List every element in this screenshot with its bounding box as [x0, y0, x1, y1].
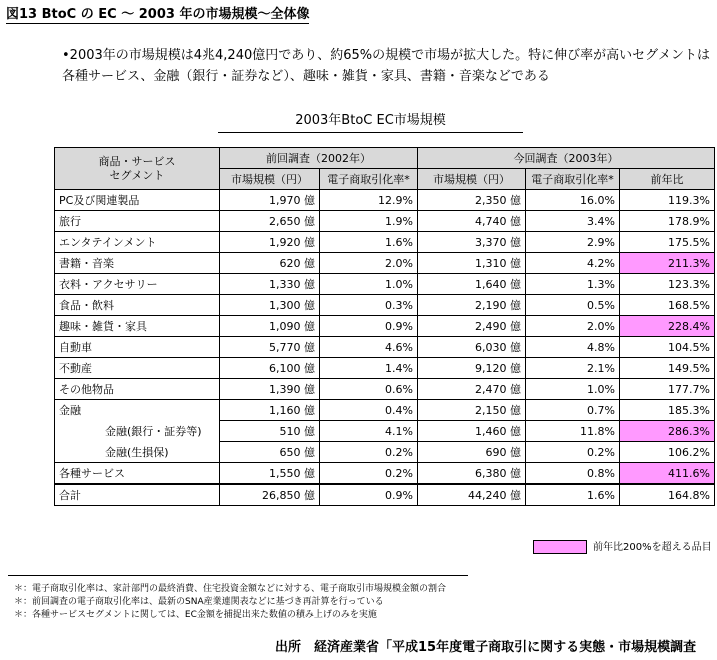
prev-market-cell: 1,390 億 [220, 379, 320, 400]
note-1: ＊：電子商取引化率は、家計部門の最終消費、住宅投資金額などに対する、電子商取引市場規模金額の割合 [14, 584, 447, 594]
curr-market-cell: 6,380 億 [418, 463, 526, 485]
curr-rate-cell: 11.8% [526, 421, 620, 442]
curr-rate-cell: 0.2% [526, 442, 620, 463]
curr-market-cell: 6,030 億 [418, 337, 526, 358]
segment-cell: 不動産 [55, 358, 220, 379]
table-row [55, 463, 715, 485]
prev-rate-cell: 0.2% [320, 463, 418, 485]
segment-cell: 金融 [55, 400, 220, 421]
curr-market-cell: 3,370 億 [418, 232, 526, 253]
curr-rate-cell: 0.7% [526, 400, 620, 421]
header-market-prev: 市場規模（円） [220, 169, 320, 190]
curr-market-cell: 1,460 億 [418, 421, 526, 442]
yoy-cell: 177.7% [620, 379, 715, 400]
segment-cell: 書籍・音楽 [55, 253, 220, 274]
curr-market-cell: 1,310 億 [418, 253, 526, 274]
prev-rate-cell: 1.0% [320, 274, 418, 295]
table-row [55, 274, 715, 295]
prev-market-cell: 5,770 億 [220, 337, 320, 358]
curr-market-cell: 2,350 億 [418, 190, 526, 211]
yoy-cell: 164.8% [620, 484, 715, 506]
yoy-cell: 119.3% [620, 190, 715, 211]
table-row [55, 316, 715, 337]
curr-rate-cell: 4.2% [526, 253, 620, 274]
note-3: ＊：各種サービスセグメントに関しては、EC金額を捕捉出来た数値の積み上げのみを実施 [14, 610, 377, 620]
curr-rate-cell: 2.1% [526, 358, 620, 379]
segment-cell: 各種サービス [55, 463, 220, 485]
yoy-cell: 106.2% [620, 442, 715, 463]
table-row [55, 484, 715, 506]
curr-rate-cell: 0.5% [526, 295, 620, 316]
table-row [55, 295, 715, 316]
prev-market-cell: 1,090 億 [220, 316, 320, 337]
prev-rate-cell: 0.2% [320, 442, 418, 463]
prev-rate-cell: 12.9% [320, 190, 418, 211]
segment-cell: PC及び関連製品 [55, 190, 220, 211]
segment-cell: 合計 [55, 484, 220, 506]
curr-market-cell: 2,150 億 [418, 400, 526, 421]
curr-market-cell: 44,240 億 [418, 484, 526, 506]
yoy-cell: 228.4% [620, 316, 715, 337]
segment-cell: エンタテインメント [55, 232, 220, 253]
prev-rate-cell: 1.6% [320, 232, 418, 253]
table-title: 2003年BtoC EC市場規模 [218, 109, 523, 133]
table-row [55, 190, 715, 211]
yoy-cell: 185.3% [620, 400, 715, 421]
source-citation: 出所 経済産業省「平成15年度電子商取引に関する実態・市場規模調査 [275, 640, 697, 655]
table-row [55, 400, 715, 421]
curr-market-cell: 2,470 億 [418, 379, 526, 400]
notes-divider [8, 575, 468, 576]
table-row [55, 337, 715, 358]
market-table [54, 147, 715, 506]
prev-market-cell: 1,330 億 [220, 274, 320, 295]
curr-market-cell: 1,640 億 [418, 274, 526, 295]
curr-rate-cell: 0.8% [526, 463, 620, 485]
segment-cell: 金融(銀行・証券等) [55, 421, 220, 442]
legend-swatch [533, 540, 587, 554]
yoy-cell: 149.5% [620, 358, 715, 379]
segment-cell: 衣料・アクセサリー [55, 274, 220, 295]
curr-market-cell: 9,120 億 [418, 358, 526, 379]
curr-rate-cell: 1.0% [526, 379, 620, 400]
summary-text: •2003年の市場規模は4兆4,240億円であり、約65%の規模で市場が拡大した。特に伸び率が高いセグメントは各種サービス、金融（銀行・証券など）、趣味・雑貨・家具、書籍・音楽などである [62, 48, 711, 84]
prev-market-cell: 1,160 億 [220, 400, 320, 421]
figure-title: 図13 BtoC の EC 〜 2003 年の市場規模〜全体像 [6, 3, 309, 24]
curr-rate-cell: 3.4% [526, 211, 620, 232]
prev-market-cell: 6,100 億 [220, 358, 320, 379]
prev-rate-cell: 0.9% [320, 316, 418, 337]
segment-cell: その他物品 [55, 379, 220, 400]
header-market-curr: 市場規模（円） [418, 169, 526, 190]
prev-market-cell: 650 億 [220, 442, 320, 463]
curr-market-cell: 690 億 [418, 442, 526, 463]
segment-cell: 食品・飲料 [55, 295, 220, 316]
table-row [55, 211, 715, 232]
prev-market-cell: 26,850 億 [220, 484, 320, 506]
yoy-cell: 286.3% [620, 421, 715, 442]
curr-rate-cell: 1.3% [526, 274, 620, 295]
prev-market-cell: 1,920 億 [220, 232, 320, 253]
curr-rate-cell: 2.9% [526, 232, 620, 253]
yoy-cell: 178.9% [620, 211, 715, 232]
header-yoy: 前年比 [620, 169, 715, 190]
yoy-cell: 175.5% [620, 232, 715, 253]
header-prev: 前回調査（2002年） [220, 148, 418, 169]
prev-market-cell: 2,650 億 [220, 211, 320, 232]
table-row [55, 379, 715, 400]
yoy-cell: 411.6% [620, 463, 715, 485]
legend-label: 前年比200%を超える品目 [593, 542, 712, 553]
yoy-cell: 168.5% [620, 295, 715, 316]
prev-rate-cell: 0.9% [320, 484, 418, 506]
curr-rate-cell: 16.0% [526, 190, 620, 211]
prev-rate-cell: 1.9% [320, 211, 418, 232]
prev-market-cell: 510 億 [220, 421, 320, 442]
header-curr: 今回調査（2003年） [418, 148, 715, 169]
table-row [55, 232, 715, 253]
curr-market-cell: 4,740 億 [418, 211, 526, 232]
prev-market-cell: 1,300 億 [220, 295, 320, 316]
curr-market-cell: 2,190 億 [418, 295, 526, 316]
prev-rate-cell: 1.4% [320, 358, 418, 379]
curr-rate-cell: 4.8% [526, 337, 620, 358]
note-2: ＊：前回調査の電子商取引化率は、最新のSNA産業連関表などに基づき再計算を行っている [14, 597, 384, 607]
prev-rate-cell: 4.6% [320, 337, 418, 358]
curr-rate-cell: 2.0% [526, 316, 620, 337]
table-row [55, 253, 715, 274]
segment-cell: 金融(生損保) [55, 442, 220, 463]
segment-cell: 自動車 [55, 337, 220, 358]
prev-market-cell: 1,970 億 [220, 190, 320, 211]
segment-cell: 趣味・雑貨・家具 [55, 316, 220, 337]
prev-rate-cell: 0.3% [320, 295, 418, 316]
table-row [55, 358, 715, 379]
prev-rate-cell: 4.1% [320, 421, 418, 442]
legend [533, 538, 712, 554]
yoy-cell: 123.3% [620, 274, 715, 295]
header-segment: 商品・サービス セグメント [55, 148, 220, 190]
notes [14, 583, 446, 622]
curr-market-cell: 2,490 億 [418, 316, 526, 337]
prev-rate-cell: 0.6% [320, 379, 418, 400]
header-ecrate-prev: 電子商取引化率* [320, 169, 418, 190]
prev-market-cell: 620 億 [220, 253, 320, 274]
table-row [55, 442, 715, 463]
yoy-cell: 104.5% [620, 337, 715, 358]
segment-cell: 旅行 [55, 211, 220, 232]
prev-rate-cell: 2.0% [320, 253, 418, 274]
prev-market-cell: 1,550 億 [220, 463, 320, 485]
yoy-cell: 211.3% [620, 253, 715, 274]
table-row [55, 421, 715, 442]
prev-rate-cell: 0.4% [320, 400, 418, 421]
curr-rate-cell: 1.6% [526, 484, 620, 506]
header-ecrate-curr: 電子商取引化率* [526, 169, 620, 190]
